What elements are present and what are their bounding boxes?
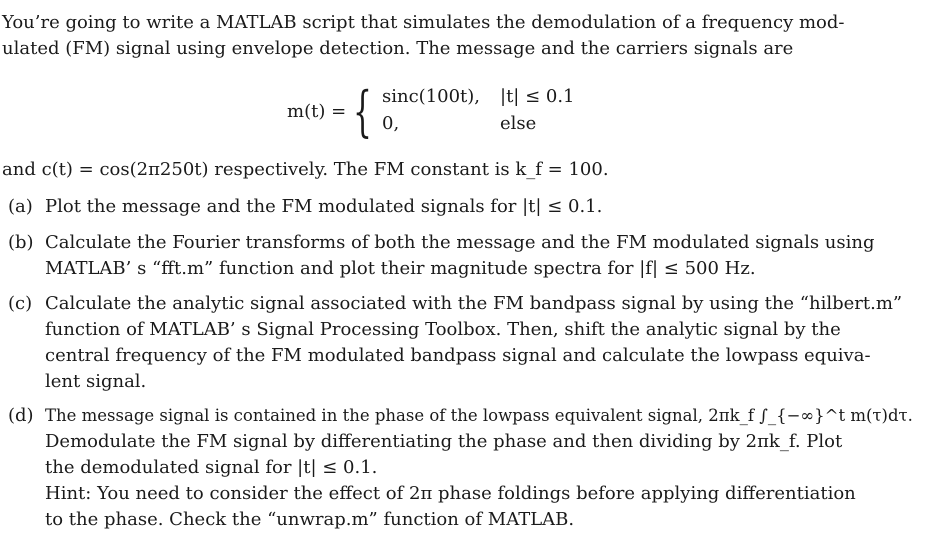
case1-expression: sinc(100t), xyxy=(382,86,481,107)
carrier-definition: and c(t) = cos(2π250t) respectively. The FM constant is k_f = 100. xyxy=(2,159,609,180)
intro-line-1: You’re going to write a MATLAB script that simulates the demodulation of a frequency mod- xyxy=(2,12,845,33)
part-d-line-2: Demodulate the FM signal by differentiating the phase and then dividing by 2πk_f. Plot xyxy=(45,431,843,452)
intro-line-2: ulated (FM) signal using envelope detection. The message and the carriers signals are xyxy=(2,38,794,59)
equation-lhs: m(t) = xyxy=(287,101,347,122)
part-c-line-2: function of MATLAB’ s Signal Processing Toolbox. Then, shift the analytic signal by the xyxy=(45,319,841,340)
part-b-line-2: MATLAB’ s “fft.m” function and plot their magnitude spectra for |f| ≤ 500 Hz. xyxy=(45,258,756,279)
case2-expression: 0, xyxy=(382,113,400,134)
piecewise-brace: { xyxy=(353,80,372,143)
part-a-line: Plot the message and the FM modulated signals for |t| ≤ 0.1. xyxy=(45,196,603,217)
part-d-line-3: the demodulated signal for |t| ≤ 0.1. xyxy=(45,457,378,478)
part-d-hint-line-2: to the phase. Check the “unwrap.m” function of MATLAB. xyxy=(45,509,575,530)
case2-condition: else xyxy=(500,113,537,134)
message-equation xyxy=(287,80,647,144)
part-c-line-3: central frequency of the FM modulated bandpass signal and calculate the lowpass equiva- xyxy=(45,345,871,366)
part-d-line-1: The message signal is contained in the phase of the lowpass equivalent signal, 2πk_f ∫_{−∞}^t m(τ)dτ. xyxy=(45,406,913,425)
part-b-line-1: Calculate the Fourier transforms of both the message and the FM modulated signals using xyxy=(45,232,875,253)
part-c-line-4: lent signal. xyxy=(45,371,147,392)
part-c-line-1: Calculate the analytic signal associated with the FM bandpass signal by using the “hilbert.m” xyxy=(45,293,903,314)
part-b-label: (b) xyxy=(8,232,34,253)
case1-condition: |t| ≤ 0.1 xyxy=(500,86,575,107)
part-c-label: (c) xyxy=(8,293,33,314)
part-a-label: (a) xyxy=(8,196,33,217)
intro-paragraph xyxy=(2,10,902,62)
part-d-hint-line-1: Hint: You need to consider the effect of 2π phase foldings before applying differentiation xyxy=(45,483,856,504)
part-d-label: (d) xyxy=(8,405,34,426)
